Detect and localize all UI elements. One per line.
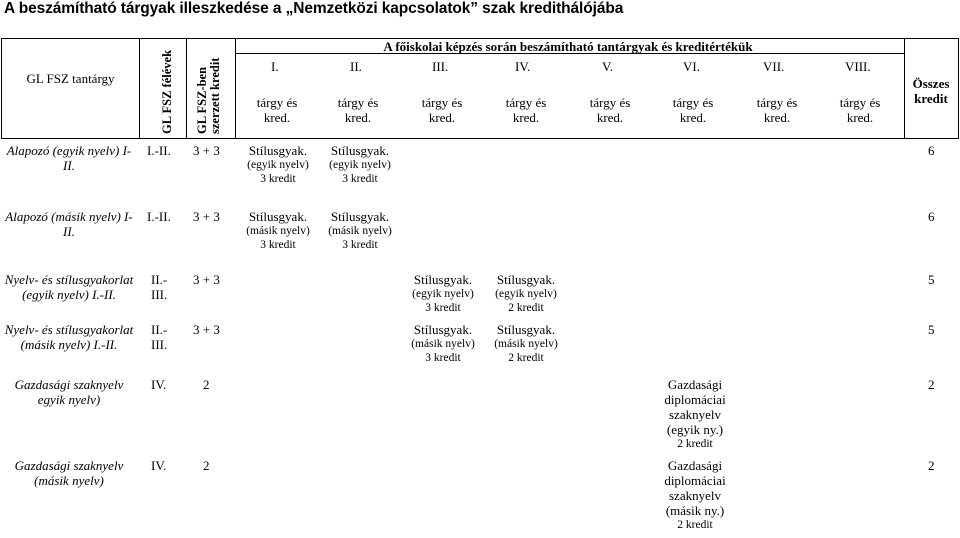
cell-line: (egyik nyelv) — [247, 159, 309, 171]
cell-line: szaknyelv — [669, 407, 721, 422]
row-total: 2 — [928, 377, 935, 392]
roman-1: I. — [271, 59, 279, 74]
roman-4: IV. — [515, 59, 531, 74]
header-credits-line1: GL FSZ-ben — [195, 66, 209, 134]
cell-line: 2 kredit — [677, 519, 713, 531]
cell-header-text: kred. — [512, 110, 540, 125]
cell-header-7 — [737, 95, 817, 125]
roman-3: III. — [432, 59, 449, 74]
cell-line: 2 kredit — [508, 352, 544, 364]
cell-header-text: tárgy és — [756, 95, 798, 110]
header-group-title: A főiskolai képzés során beszámítható tantárgyak és kreditértékük — [383, 39, 753, 54]
cell-line: Stílusgyak. — [496, 322, 556, 337]
cell-header-4 — [486, 95, 566, 125]
row-cell — [318, 143, 402, 186]
row-cell — [484, 322, 568, 365]
cell-header-text: tárgy és — [505, 95, 547, 110]
cell-line: (másik nyelv) — [246, 225, 310, 237]
header-total-l2: kredit — [914, 91, 948, 106]
cell-header-text: kred. — [596, 110, 624, 125]
roman-5: V. — [602, 59, 613, 74]
row-subject: Gazdasági szaknyelv egyik nyelv) — [14, 377, 124, 407]
row-semesters: I.-II. — [147, 209, 171, 224]
cell-header-6 — [653, 95, 733, 125]
cell-header-text: kred. — [763, 110, 791, 125]
row-cell — [484, 272, 568, 315]
row-cell — [318, 209, 402, 252]
row-subject: Nyelv- és stílusgyakorlat (egyik nyelv) I.-II. — [4, 272, 134, 302]
cell-line: (másik nyelv) — [328, 225, 392, 237]
header-subject-text: GL FSZ tantárgy — [26, 71, 115, 86]
row-cell — [401, 272, 485, 315]
row-credits: 3 + 3 — [193, 272, 220, 287]
row-subject: Nyelv- és stílusgyakorlat (másik nyelv) I.-II. — [4, 322, 134, 352]
cell-line: Stílusgyak. — [330, 143, 390, 158]
cell-line: Stílusgyak. — [248, 143, 308, 158]
row-credits: 2 — [203, 377, 210, 392]
cell-line: diplomáciai — [664, 473, 726, 488]
roman-6: VI. — [683, 59, 700, 74]
cell-line: 3 kredit — [260, 173, 296, 185]
row-subject: Gazdasági szaknyelv (másik nyelv) — [14, 458, 124, 488]
row-total: 2 — [928, 458, 935, 473]
header-total — [903, 76, 959, 106]
page-title: A beszámítható tárgyak illeszkedése a „Nemzetközi kapcsolatok” szak kredithálójába — [4, 0, 624, 17]
cell-header-1 — [237, 95, 317, 125]
cell-header-8 — [820, 95, 900, 125]
cell-line: 3 kredit — [425, 302, 461, 314]
row-semesters: I.-II. — [147, 143, 171, 158]
row-credits: 3 + 3 — [193, 322, 220, 337]
cell-line: Stílusgyak. — [496, 272, 556, 287]
cell-header-text: tárgy és — [839, 95, 881, 110]
cell-header-text: tárgy és — [421, 95, 463, 110]
row-cell — [236, 143, 320, 186]
cell-header-text: tárgy és — [589, 95, 631, 110]
cell-line: (egyik nyelv) — [495, 288, 557, 300]
header-total-l1: Összes — [912, 76, 950, 91]
roman-2: II. — [350, 59, 362, 74]
row-credits: 3 + 3 — [193, 209, 220, 224]
cell-header-text: kred. — [428, 110, 456, 125]
cell-line: 3 kredit — [342, 239, 378, 251]
cell-header-2 — [318, 95, 398, 125]
cell-line: (másik nyelv) — [411, 338, 475, 350]
row-credits: 3 + 3 — [193, 143, 220, 158]
cell-header-text: kred. — [263, 110, 291, 125]
cell-line: (másik ny.) — [665, 503, 725, 518]
cell-line: (egyik nyelv) — [329, 159, 391, 171]
cell-header-5 — [570, 95, 650, 125]
cell-line: Stílusgyak. — [413, 322, 473, 337]
row-total: 6 — [928, 143, 935, 158]
cell-header-text: kred. — [679, 110, 707, 125]
cell-line: Stílusgyak. — [413, 272, 473, 287]
cell-header-text: kred. — [846, 110, 874, 125]
cell-line: (egyik nyelv) — [412, 288, 474, 300]
cell-line: 3 kredit — [260, 239, 296, 251]
row-semesters: IV. — [151, 458, 167, 473]
row-semesters: II.-III. — [151, 272, 168, 302]
row-cell — [236, 209, 320, 252]
row-cell — [650, 377, 740, 451]
cell-line: 3 kredit — [425, 352, 461, 364]
header-semesters: GL FSZ félévek — [160, 49, 174, 134]
roman-7: VII. — [763, 59, 785, 74]
cell-line: (másik nyelv) — [494, 338, 558, 350]
row-credits: 2 — [203, 458, 210, 473]
row-semesters: IV. — [151, 377, 167, 392]
roman-8: VIII. — [845, 59, 871, 74]
row-total: 6 — [928, 209, 935, 224]
cell-line: Stílusgyak. — [248, 209, 308, 224]
row-cell — [650, 458, 740, 532]
row-subject: Alapozó (egyik nyelv) I- II. — [6, 143, 132, 173]
header-subject — [2, 71, 139, 86]
cell-header-text: tárgy és — [672, 95, 714, 110]
cell-line: szaknyelv — [669, 488, 721, 503]
row-total: 5 — [928, 322, 935, 337]
cell-line: diplomáciai — [664, 392, 726, 407]
cell-header-text: tárgy és — [337, 95, 379, 110]
row-subject: Alapozó (másik nyelv) I-II. — [5, 209, 133, 239]
header-credits-line2: szerzett kredit — [208, 57, 222, 134]
row-cell — [401, 322, 485, 365]
cell-line: Gazdasági — [667, 377, 723, 392]
cell-line: (egyik ny.) — [666, 422, 724, 437]
cell-line: 3 kredit — [342, 173, 378, 185]
cell-line: Stílusgyak. — [330, 209, 390, 224]
cell-line: 2 kredit — [677, 438, 713, 450]
cell-line: Gazdasági — [667, 458, 723, 473]
cell-line: 2 kredit — [508, 302, 544, 314]
cell-header-text: kred. — [344, 110, 372, 125]
cell-header-3 — [402, 95, 482, 125]
row-semesters: II.-III. — [151, 322, 168, 352]
row-total: 5 — [928, 272, 935, 287]
cell-header-text: tárgy és — [256, 95, 298, 110]
